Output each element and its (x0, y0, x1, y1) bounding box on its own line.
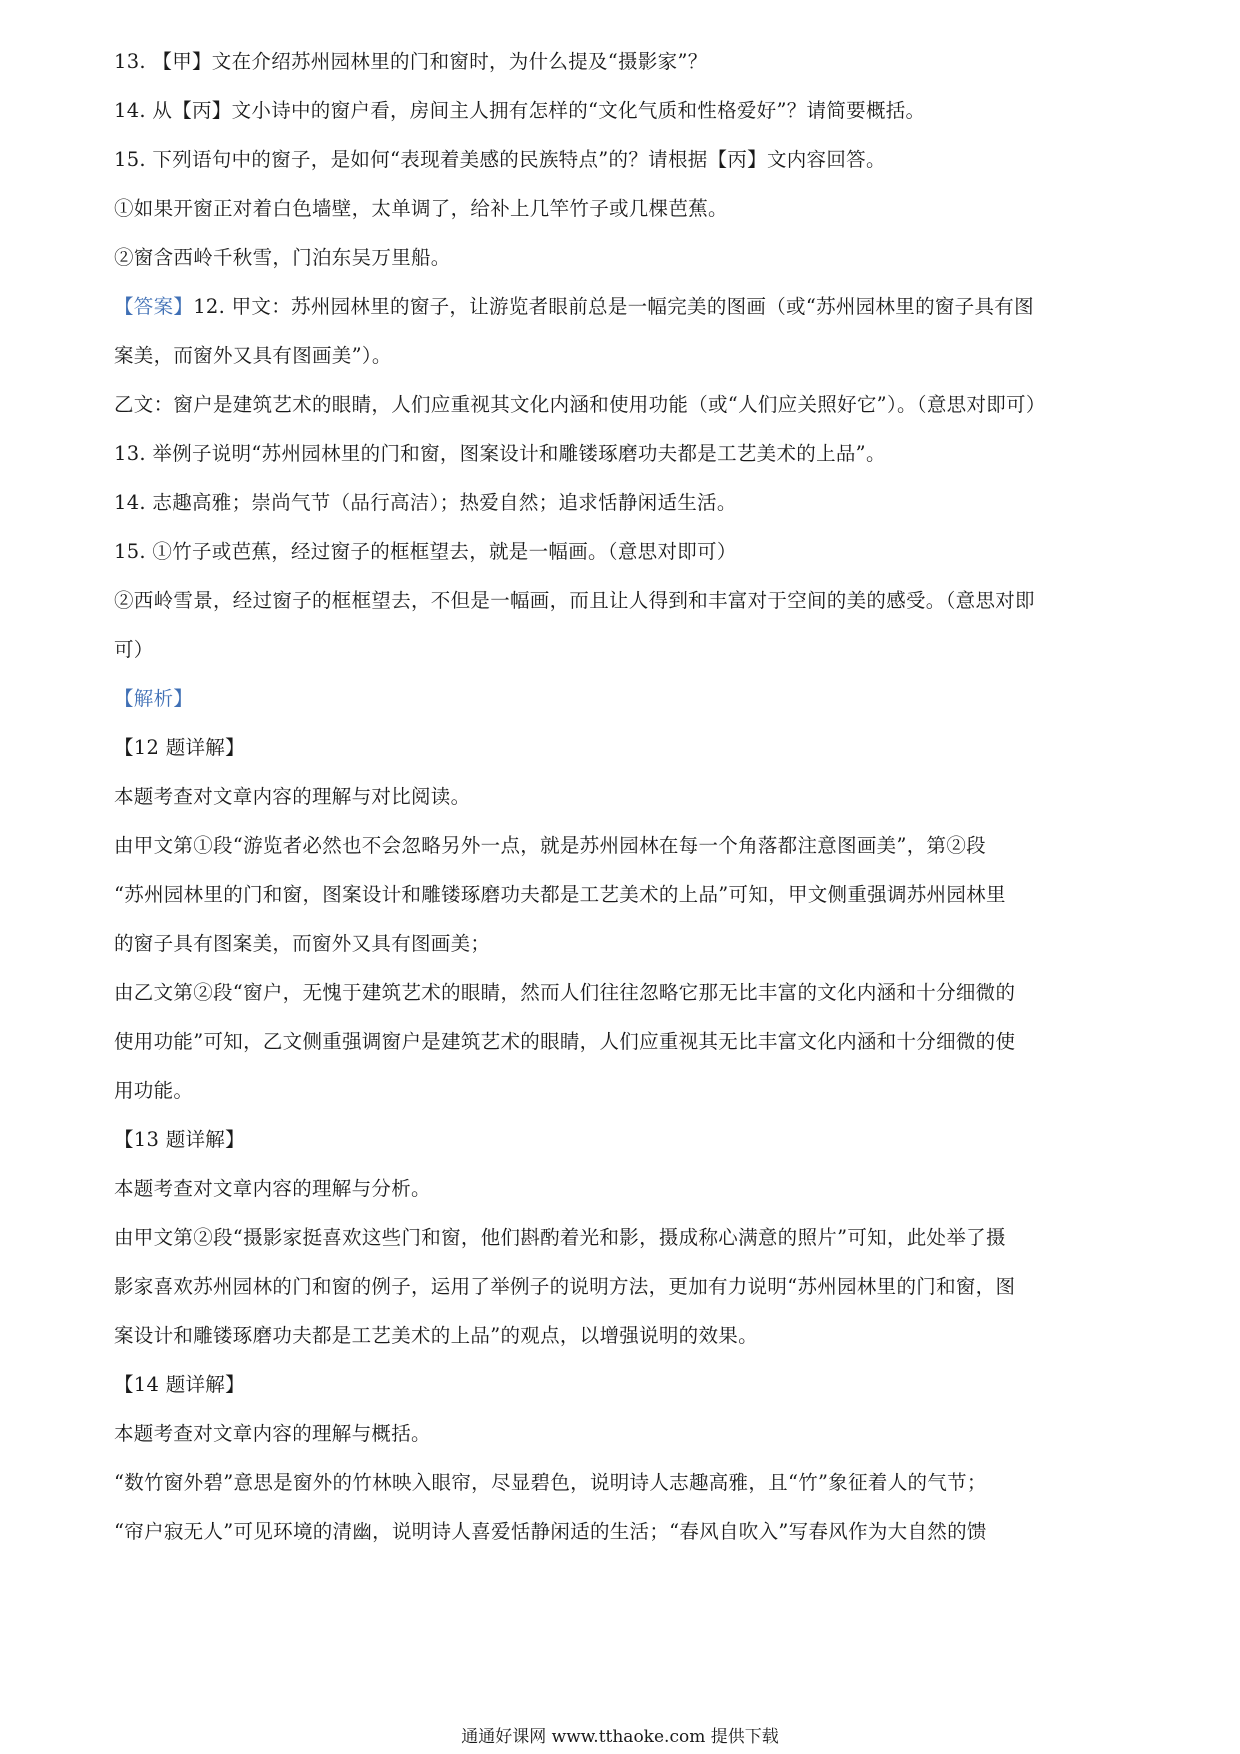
analysis-tag: 【解析】 (114, 687, 194, 710)
text-line: ②西岭雪景，经过窗子的框框望去，不但是一幅画，而且让人得到和丰富对于空间的美的感受。（意思对即 (114, 589, 1035, 612)
text-line: 本题考查对文章内容的理解与概括。 (114, 1422, 431, 1445)
question-15-item-2: ②窗含西岭千秋雪，门泊东吴万里船。 (114, 246, 451, 269)
text-line: 本题考查对文章内容的理解与对比阅读。 (114, 785, 471, 808)
text-line: 13. 举例子说明“苏州园林里的门和窗，图案设计和雕镂琢磨功夫都是工艺美术的上品”。 (114, 442, 886, 465)
question-13: 13. 【甲】文在介绍苏州园林里的门和窗时，为什么提及“摄影家”？ (114, 50, 708, 73)
question-15-item-1: ①如果开窗正对着白色墙壁，太单调了，给补上几竿竹子或几棵芭蕉。 (114, 197, 728, 220)
page-footer: 通通好课网 www.tthaoke.com 提供下载 (461, 1727, 779, 1747)
text-line: 15. ①竹子或芭蕉，经过窗子的框框望去，就是一幅画。（意思对即可） (114, 540, 737, 563)
question-14: 14. 从【丙】文小诗中的窗户看，房间主人拥有怎样的“文化气质和性格爱好”？请简要概括。 (114, 99, 926, 122)
text-line: 由甲文第②段“摄影家挺喜欢这些门和窗，他们斟酌着光和影，摄成称心满意的照片”可知，此处举了摄 (114, 1226, 1006, 1249)
text-line: 可） (114, 638, 154, 661)
text-line: 案设计和雕镂琢磨功夫都是工艺美术的上品”的观点，以增强说明的效果。 (114, 1324, 758, 1347)
text-line: 使用功能”可知，乙文侧重强调窗户是建筑艺术的眼睛，人们应重视其无比丰富文化内涵和十分细微的使 (114, 1030, 1016, 1053)
text-line: “帘户寂无人”可见环境的清幽，说明诗人喜爱恬静闲适的生活；“春风自吹入”写春风作为大自然的馈 (114, 1520, 987, 1543)
answer-tag: 【答案】 (114, 295, 194, 318)
text-line: 的窗子具有图案美，而窗外又具有图画美； (114, 932, 491, 955)
text-line: “数竹窗外碧”意思是窗外的竹林映入眼帘，尽显碧色，说明诗人志趣高雅，且“竹”象征着人的气节； (114, 1471, 987, 1494)
answer-line: 【答案】12. 甲文：苏州园林里的窗子，让游览者眼前总是一幅完美的图画（或“苏州园林里的窗子具有图 (114, 295, 1034, 318)
text-line: “苏州园林里的门和窗，图案设计和雕镂琢磨功夫都是工艺美术的上品”可知，甲文侧重强调苏州园林里 (114, 883, 1006, 906)
text-line: 本题考查对文章内容的理解与分析。 (114, 1177, 431, 1200)
text-line: 14. 志趣高雅；崇尚气节（品行高洁）；热爱自然；追求恬静闲适生活。 (114, 491, 737, 514)
section-heading: 【13 题详解】 (114, 1128, 245, 1151)
text-line: 影家喜欢苏州园林的门和窗的例子，运用了举例子的说明方法，更加有力说明“苏州园林里的门和窗，图 (114, 1275, 1016, 1298)
document-body (114, 37, 1134, 1556)
text-line: 由乙文第②段“窗户，无愧于建筑艺术的眼睛，然而人们往往忽略它那无比丰富的文化内涵和十分细微的 (114, 981, 1016, 1004)
section-heading: 【14 题详解】 (114, 1373, 245, 1396)
text-line: 由甲文第①段“游览者必然也不会忽略另外一点，就是苏州园林在每一个角落都注意图画美”，第②段 (114, 834, 986, 857)
text-line: 乙文：窗户是建筑艺术的眼睛，人们应重视其文化内涵和使用功能（或“人们应关照好它”）。（意思对即可） (114, 393, 1046, 416)
section-heading: 【12 题详解】 (114, 736, 245, 759)
text-line: 用功能。 (114, 1079, 194, 1102)
analysis-line (114, 674, 1134, 723)
text-line: 案美，而窗外又具有图画美”）。 (114, 344, 392, 367)
question-15: 15. 下列语句中的窗子，是如何“表现着美感的民族特点”的？请根据【丙】文内容回答。 (114, 148, 886, 171)
